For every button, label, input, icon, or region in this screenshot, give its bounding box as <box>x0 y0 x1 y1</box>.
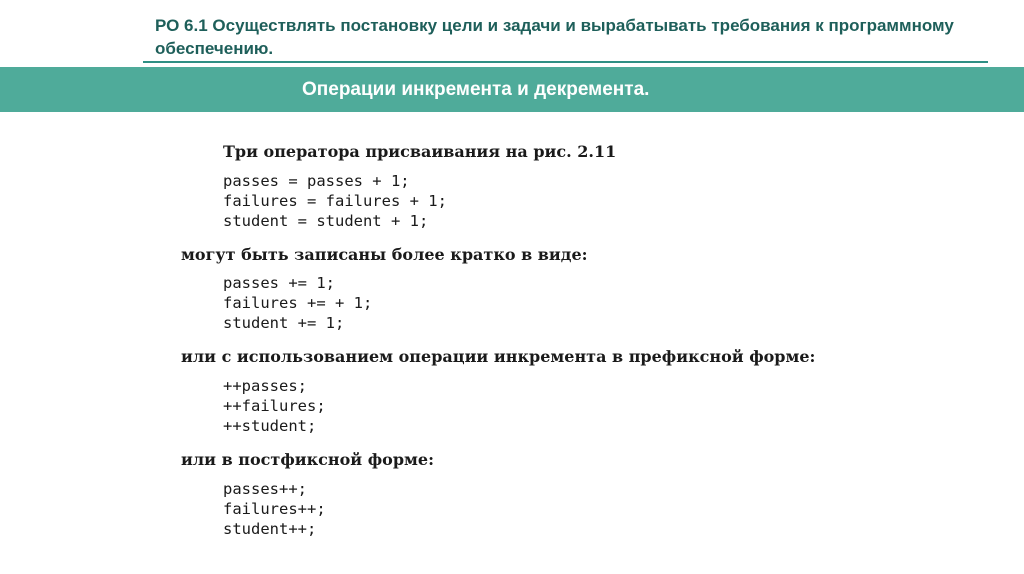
code-block-postfix <box>223 479 326 539</box>
short-form-text: могут быть записаны более кратко в виде: <box>181 245 588 264</box>
slide-title: РО 6.1 Осуществлять постановку цели и задачи и вырабатывать требования к программному обеспечению. <box>155 16 954 58</box>
code-line: passes = passes + 1; <box>223 172 410 190</box>
prefix-form-text: или с использованием операции инкремента в префиксной форме: <box>181 347 816 366</box>
code-line: student += 1; <box>223 314 345 332</box>
code-line: ++failures; <box>223 397 326 415</box>
code-line: ++student; <box>223 417 317 435</box>
code-line: passes += 1; <box>223 274 335 292</box>
code-block-original <box>223 171 447 231</box>
code-block-prefix <box>223 376 326 436</box>
postfix-form-text: или в постфиксной форме: <box>181 450 434 469</box>
code-line: failures += + 1; <box>223 294 373 312</box>
code-block-short <box>223 273 372 333</box>
intro-text: Три оператора присваивания на рис. 2.11 <box>223 142 617 161</box>
code-line: failures++; <box>223 500 326 518</box>
code-line: ++passes; <box>223 377 307 395</box>
banner-title: Операции инкремента и декремента. <box>302 79 650 100</box>
code-line: failures = failures + 1; <box>223 192 447 210</box>
code-line: passes++; <box>223 480 307 498</box>
code-line: student++; <box>223 520 317 538</box>
code-line: student = student + 1; <box>223 212 429 230</box>
